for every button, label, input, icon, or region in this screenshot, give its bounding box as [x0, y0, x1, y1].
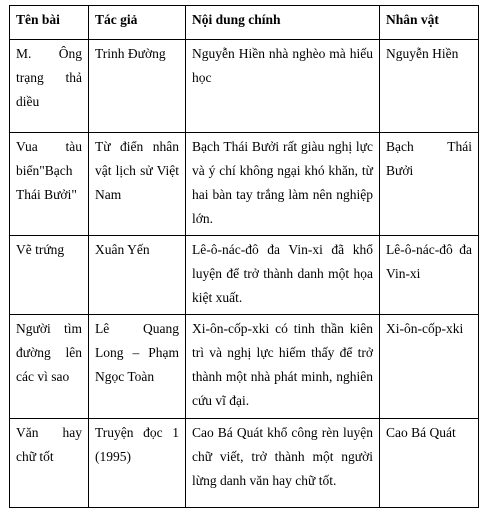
header-title: Tên bài — [10, 6, 89, 40]
cell-author: Từ điển nhân vật lịch sử Việt Nam — [89, 133, 186, 236]
table-row — [10, 236, 479, 315]
cell-character: Bạch Thái Bưởi — [380, 133, 479, 236]
cell-character: Nguyễn Hiền — [380, 40, 479, 133]
cell-character: Cao Bá Quát — [380, 419, 479, 508]
cell-character: Xi-ôn-cốp-xki — [380, 315, 479, 419]
cell-title: M. Ông trạng thả diều — [10, 40, 89, 133]
table-row — [10, 419, 479, 508]
cell-title: Vua tàu biển"Bạch Thái Bưởi" — [10, 133, 89, 236]
cell-title: Vẽ trứng — [10, 236, 89, 315]
header-author: Tác giả — [89, 6, 186, 40]
cell-content: Nguyễn Hiền nhà nghèo mà hiếu học — [186, 40, 380, 133]
cell-title: Người tìm đường lên các vì sao — [10, 315, 89, 419]
header-content: Nội dung chính — [186, 6, 380, 40]
cell-content: Bạch Thái Bưởi rất giàu nghị lực và ý chí không ngại khó khăn, từ hai bàn tay trắng làm nên nghiệp lớn. — [186, 133, 380, 236]
cell-content: Cao Bá Quát khổ công rèn luyện chữ viết, trở thành một người lừng danh văn hay chữ tốt. — [186, 419, 380, 508]
table-row — [10, 315, 479, 419]
cell-title: Văn hay chữ tốt — [10, 419, 89, 508]
cell-content: Lê-ô-nác-đô đa Vin-xi đã khổ luyện để trở thành danh một họa kiệt xuất. — [186, 236, 380, 315]
cell-author: Truyện đọc 1 (1995) — [89, 419, 186, 508]
cell-character: Lê-ô-nác-đô đa Vin-xi — [380, 236, 479, 315]
table-header-row — [10, 6, 479, 40]
header-character: Nhân vật — [380, 6, 479, 40]
cell-author: Lê Quang Long – Phạm Ngọc Toàn — [89, 315, 186, 419]
table-row — [10, 40, 479, 133]
cell-content: Xi-ôn-cốp-xki có tinh thần kiên trì và nghị lực hiếm thấy để trở thành một nhà phát minh, nghiên cứu vĩ đại. — [186, 315, 380, 419]
cell-author: Trinh Đường — [89, 40, 186, 133]
cell-author: Xuân Yến — [89, 236, 186, 315]
literature-table — [9, 5, 479, 508]
table-row — [10, 133, 479, 236]
